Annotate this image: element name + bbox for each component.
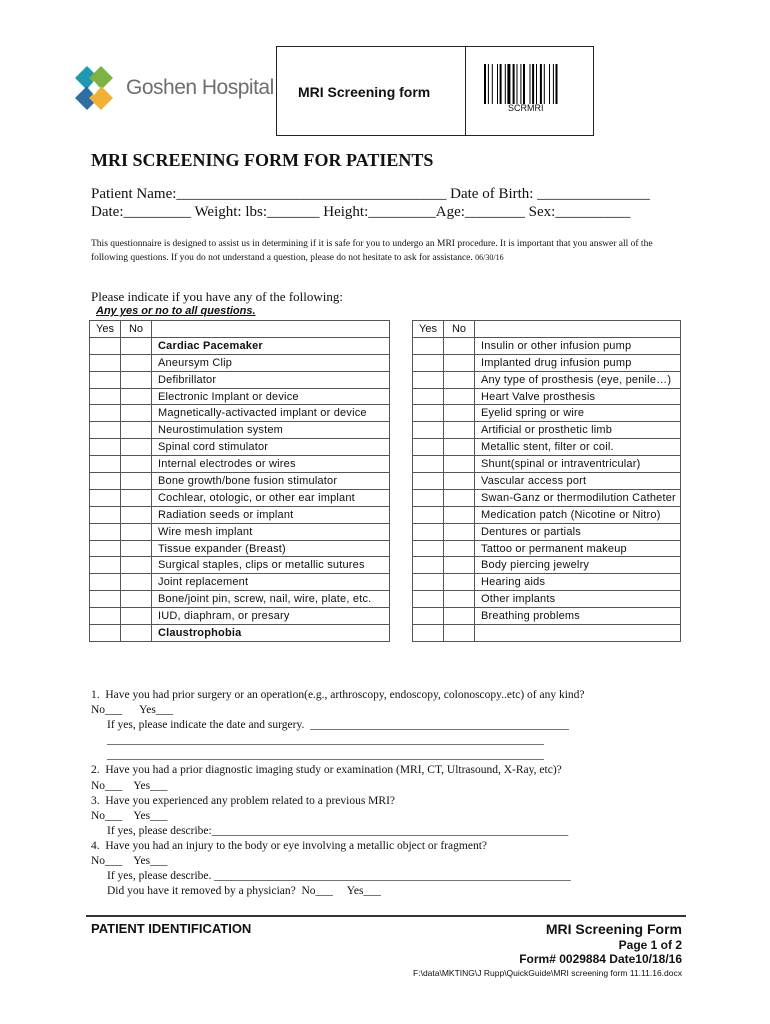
yes-checkbox-cell[interactable]: [413, 405, 444, 422]
yes-checkbox-cell[interactable]: [90, 439, 121, 456]
yes-checkbox-cell[interactable]: [90, 354, 121, 371]
table-row: [413, 625, 681, 642]
yes-checkbox-cell[interactable]: [413, 439, 444, 456]
table-row: [90, 422, 390, 439]
yes-checkbox-cell[interactable]: [90, 405, 121, 422]
table-row: [90, 574, 390, 591]
yes-checkbox-cell[interactable]: [413, 557, 444, 574]
table-row: [90, 608, 390, 625]
screening-item-label: [475, 625, 681, 642]
no-checkbox-cell[interactable]: [444, 456, 475, 473]
question-4-if-yes[interactable]: If yes, please describe. ______________________________________________________________: [107, 870, 571, 883]
question-4-removed[interactable]: Did you have it removed by a physician? No___ Yes___: [107, 885, 381, 898]
no-checkbox-cell[interactable]: [444, 506, 475, 523]
yes-checkbox-cell[interactable]: [413, 388, 444, 405]
no-checkbox-cell[interactable]: [444, 354, 475, 371]
yes-checkbox-cell[interactable]: [90, 371, 121, 388]
yes-checkbox-cell[interactable]: [90, 574, 121, 591]
yes-checkbox-cell[interactable]: [413, 608, 444, 625]
screening-item-label: Tissue expander (Breast): [152, 540, 390, 557]
screening-item-label: Magnetically-activacted implant or device: [152, 405, 390, 422]
yes-checkbox-cell[interactable]: [413, 540, 444, 557]
yes-checkbox-cell[interactable]: [90, 557, 121, 574]
no-checkbox-cell[interactable]: [444, 473, 475, 490]
yes-checkbox-cell[interactable]: [413, 523, 444, 540]
screening-item-label: Other implants: [475, 591, 681, 608]
question-4: 4. Have you had an injury to the body or eye involving a metallic object or fragment?: [91, 839, 487, 852]
question-3-answers[interactable]: No___ Yes___: [91, 809, 168, 822]
screening-item-label: Cochlear, otologic, or other ear implant: [152, 489, 390, 506]
no-checkbox-cell[interactable]: [121, 591, 152, 608]
no-checkbox-cell[interactable]: [121, 625, 152, 642]
patient-name-dob-line[interactable]: Patient Name:____________________________________ Date of Birth: _______________: [91, 186, 650, 202]
screening-item-label: Hearing aids: [475, 574, 681, 591]
indicate-instruction: Please indicate if you have any of the following:: [91, 289, 343, 304]
question-1-line-3[interactable]: ____________________________________________________________________________: [107, 749, 544, 762]
yes-column-header: Yes: [413, 321, 444, 338]
screening-item-label: Surgical staples, clips or metallic sutures: [152, 557, 390, 574]
no-checkbox-cell[interactable]: [121, 388, 152, 405]
no-checkbox-cell[interactable]: [121, 422, 152, 439]
yes-checkbox-cell[interactable]: [413, 371, 444, 388]
page-title: MRI SCREENING FORM FOR PATIENTS: [91, 150, 434, 170]
no-checkbox-cell[interactable]: [121, 523, 152, 540]
screening-item-label: Metallic stent, filter or coil.: [475, 439, 681, 456]
no-checkbox-cell[interactable]: [121, 540, 152, 557]
questions-section: [91, 688, 691, 899]
table-row: [90, 371, 390, 388]
yes-checkbox-cell[interactable]: [90, 523, 121, 540]
screening-item-label: Medication patch (Nicotine or Nitro): [475, 506, 681, 523]
yes-checkbox-cell[interactable]: [90, 473, 121, 490]
intro-paragraph: This questionnaire is designed to assist us in determining if it is safe for you to undergo an MRI procedure. It is important that you answer all of the following questions. If you do not understand a question, please do not hesitate to ask for assistance. 06/30/16: [91, 239, 653, 263]
table-row: [413, 540, 681, 557]
no-checkbox-cell[interactable]: [121, 439, 152, 456]
no-checkbox-cell[interactable]: [444, 625, 475, 642]
yes-checkbox-cell[interactable]: [413, 473, 444, 490]
table-row: [90, 388, 390, 405]
table-row: [90, 405, 390, 422]
table-row: [90, 337, 390, 354]
table-row: [90, 473, 390, 490]
question-3: 3. Have you experienced any problem related to a previous MRI?: [91, 794, 396, 807]
goshen-hospital-logo-icon: [65, 62, 125, 114]
no-checkbox-cell[interactable]: [121, 354, 152, 371]
yes-checkbox-cell[interactable]: [90, 506, 121, 523]
table-row: [90, 506, 390, 523]
yes-checkbox-cell[interactable]: [413, 456, 444, 473]
screening-item-label: Breathing problems: [475, 608, 681, 625]
table-row: [413, 557, 681, 574]
no-checkbox-cell[interactable]: [444, 608, 475, 625]
yes-checkbox-cell[interactable]: [90, 456, 121, 473]
screening-item-label: Heart Valve prosthesis: [475, 388, 681, 405]
yes-checkbox-cell[interactable]: [90, 337, 121, 354]
table-row: [413, 523, 681, 540]
table-row: [413, 574, 681, 591]
no-column-header: No: [121, 321, 152, 338]
question-2: 2. Have you had a prior diagnostic imaging study or examination (MRI, CT, Ultrasound, X-Ray, etc)?: [91, 764, 562, 777]
screening-item-label: Dentures or partials: [475, 523, 681, 540]
no-checkbox-cell[interactable]: [444, 371, 475, 388]
yes-checkbox-cell[interactable]: [90, 422, 121, 439]
any-yes-no-note: Any yes or no to all questions.: [96, 305, 256, 317]
question-1-answers[interactable]: No___ Yes___: [91, 704, 174, 717]
footer-file-path: F:\data\MKTING\J Rupp\QuickGuide\MRI screening form 11.11.16.docx: [413, 968, 682, 978]
table-row: [413, 405, 681, 422]
table-row: [413, 489, 681, 506]
yes-checkbox-cell[interactable]: [413, 506, 444, 523]
form-name: MRI Screening form: [298, 84, 431, 100]
screening-item-label: Spinal cord stimulator: [152, 439, 390, 456]
screening-item-label: Defibrillator: [152, 371, 390, 388]
question-1-if-yes[interactable]: If yes, please indicate the date and surgery. _____________________________________________: [107, 719, 569, 732]
table-row: [413, 388, 681, 405]
question-1-line-2[interactable]: ____________________________________________________________________________: [107, 734, 544, 747]
table-row: [413, 608, 681, 625]
patient-identification-label: PATIENT IDENTIFICATION: [91, 921, 252, 936]
question-4-answers[interactable]: No___ Yes___: [91, 855, 168, 868]
yes-checkbox-cell[interactable]: [413, 337, 444, 354]
yes-checkbox-cell[interactable]: [90, 540, 121, 557]
screening-item-label: Neurostimulation system: [152, 422, 390, 439]
table-row: [90, 439, 390, 456]
question-1: 1. Have you had prior surgery or an operation(e.g., arthroscopy, endoscopy, colonoscopy..etc) of any kind?: [91, 689, 585, 701]
table-row: [413, 591, 681, 608]
no-checkbox-cell[interactable]: [444, 337, 475, 354]
no-checkbox-cell[interactable]: [444, 591, 475, 608]
table-row: [413, 422, 681, 439]
screening-item-label: Any type of prosthesis (eye, penile…): [475, 371, 681, 388]
screening-item-label: Implanted drug infusion pump: [475, 354, 681, 371]
yes-checkbox-cell[interactable]: [90, 489, 121, 506]
table-row: [413, 506, 681, 523]
screening-item-label: Insulin or other infusion pump: [475, 337, 681, 354]
screening-item-label: Vascular access port: [475, 473, 681, 490]
screening-item-label: Bone/joint pin, screw, nail, wire, plate, etc.: [152, 591, 390, 608]
no-checkbox-cell[interactable]: [121, 456, 152, 473]
no-checkbox-cell[interactable]: [121, 473, 152, 490]
screening-item-label: Electronic Implant or device: [152, 388, 390, 405]
screening-item-label: Radiation seeds or implant: [152, 506, 390, 523]
no-checkbox-cell[interactable]: [444, 422, 475, 439]
barcode-icon: [484, 64, 580, 104]
table-row: [413, 473, 681, 490]
table-row: [90, 557, 390, 574]
no-checkbox-cell[interactable]: [121, 506, 152, 523]
no-checkbox-cell[interactable]: [444, 540, 475, 557]
table-header-blank: [475, 321, 681, 338]
table-row: [413, 456, 681, 473]
table-row: [90, 489, 390, 506]
no-checkbox-cell[interactable]: [121, 608, 152, 625]
table-row: [413, 337, 681, 354]
no-checkbox-cell[interactable]: [121, 574, 152, 591]
yes-checkbox-cell[interactable]: [413, 354, 444, 371]
screening-item-label: IUD, diaphram, or presary: [152, 608, 390, 625]
yes-checkbox-cell[interactable]: [90, 591, 121, 608]
no-checkbox-cell[interactable]: [121, 405, 152, 422]
screening-item-label: Aneursym Clip: [152, 354, 390, 371]
yes-checkbox-cell[interactable]: [90, 625, 121, 642]
screening-item-label: Tattoo or permanent makeup: [475, 540, 681, 557]
table-header-blank: [152, 321, 390, 338]
screening-item-label: Shunt(spinal or intraventricular): [475, 456, 681, 473]
table-row: [413, 354, 681, 371]
no-checkbox-cell[interactable]: [444, 557, 475, 574]
screening-item-label: Cardiac Pacemaker: [152, 337, 390, 354]
yes-checkbox-cell[interactable]: [413, 591, 444, 608]
footer-form-title: MRI Screening Form: [545, 921, 682, 937]
footer-form-number: Form# 0029884 Date10/18/16: [519, 952, 682, 966]
no-column-header: No: [444, 321, 475, 338]
no-checkbox-cell[interactable]: [444, 388, 475, 405]
question-3-if-yes[interactable]: If yes, please describe:______________________________________________________________: [107, 824, 569, 837]
table-row: [90, 591, 390, 608]
no-checkbox-cell[interactable]: [121, 337, 152, 354]
screening-item-label: Internal electrodes or wires: [152, 456, 390, 473]
table-row: [413, 439, 681, 456]
no-checkbox-cell[interactable]: [121, 489, 152, 506]
footer-page-number: Page 1 of 2: [618, 938, 682, 952]
screening-item-label: Swan-Ganz or thermodilution Catheter: [475, 489, 681, 506]
no-checkbox-cell[interactable]: [444, 523, 475, 540]
screening-item-label: Claustrophobia: [152, 625, 390, 642]
yes-checkbox-cell[interactable]: [413, 489, 444, 506]
table-row: [90, 625, 390, 642]
patient-demographics-line[interactable]: Date:_________ Weight: lbs:_______ Height:_________Age:________ Sex:__________: [91, 204, 631, 220]
screening-item-label: Wire mesh implant: [152, 523, 390, 540]
no-checkbox-cell[interactable]: [444, 489, 475, 506]
table-row: [90, 456, 390, 473]
no-checkbox-cell[interactable]: [444, 574, 475, 591]
no-checkbox-cell[interactable]: [121, 557, 152, 574]
yes-checkbox-cell[interactable]: [413, 574, 444, 591]
table-row: [90, 540, 390, 557]
screening-item-label: Body piercing jewelry: [475, 557, 681, 574]
yes-checkbox-cell[interactable]: [90, 608, 121, 625]
yes-checkbox-cell[interactable]: [90, 388, 121, 405]
logo-text: Goshen Hospital: [126, 76, 274, 99]
footer-divider: [86, 915, 686, 917]
yes-checkbox-cell[interactable]: [413, 625, 444, 642]
yes-checkbox-cell[interactable]: [413, 422, 444, 439]
screening-item-label: Joint replacement: [152, 574, 390, 591]
table-row: [413, 371, 681, 388]
yes-column-header: Yes: [90, 321, 121, 338]
no-checkbox-cell[interactable]: [121, 371, 152, 388]
question-2-answers[interactable]: No___ Yes___: [91, 779, 168, 792]
table-row: [90, 354, 390, 371]
screening-item-label: Eyelid spring or wire: [475, 405, 681, 422]
left-screening-table: [89, 320, 390, 642]
screening-item-label: Artificial or prosthetic limb: [475, 422, 681, 439]
table-row: [90, 523, 390, 540]
no-checkbox-cell[interactable]: [444, 405, 475, 422]
no-checkbox-cell[interactable]: [444, 439, 475, 456]
right-screening-table: [412, 320, 681, 642]
barcode-label: SCRMRI: [508, 103, 544, 113]
screening-item-label: Bone growth/bone fusion stimulator: [152, 473, 390, 490]
